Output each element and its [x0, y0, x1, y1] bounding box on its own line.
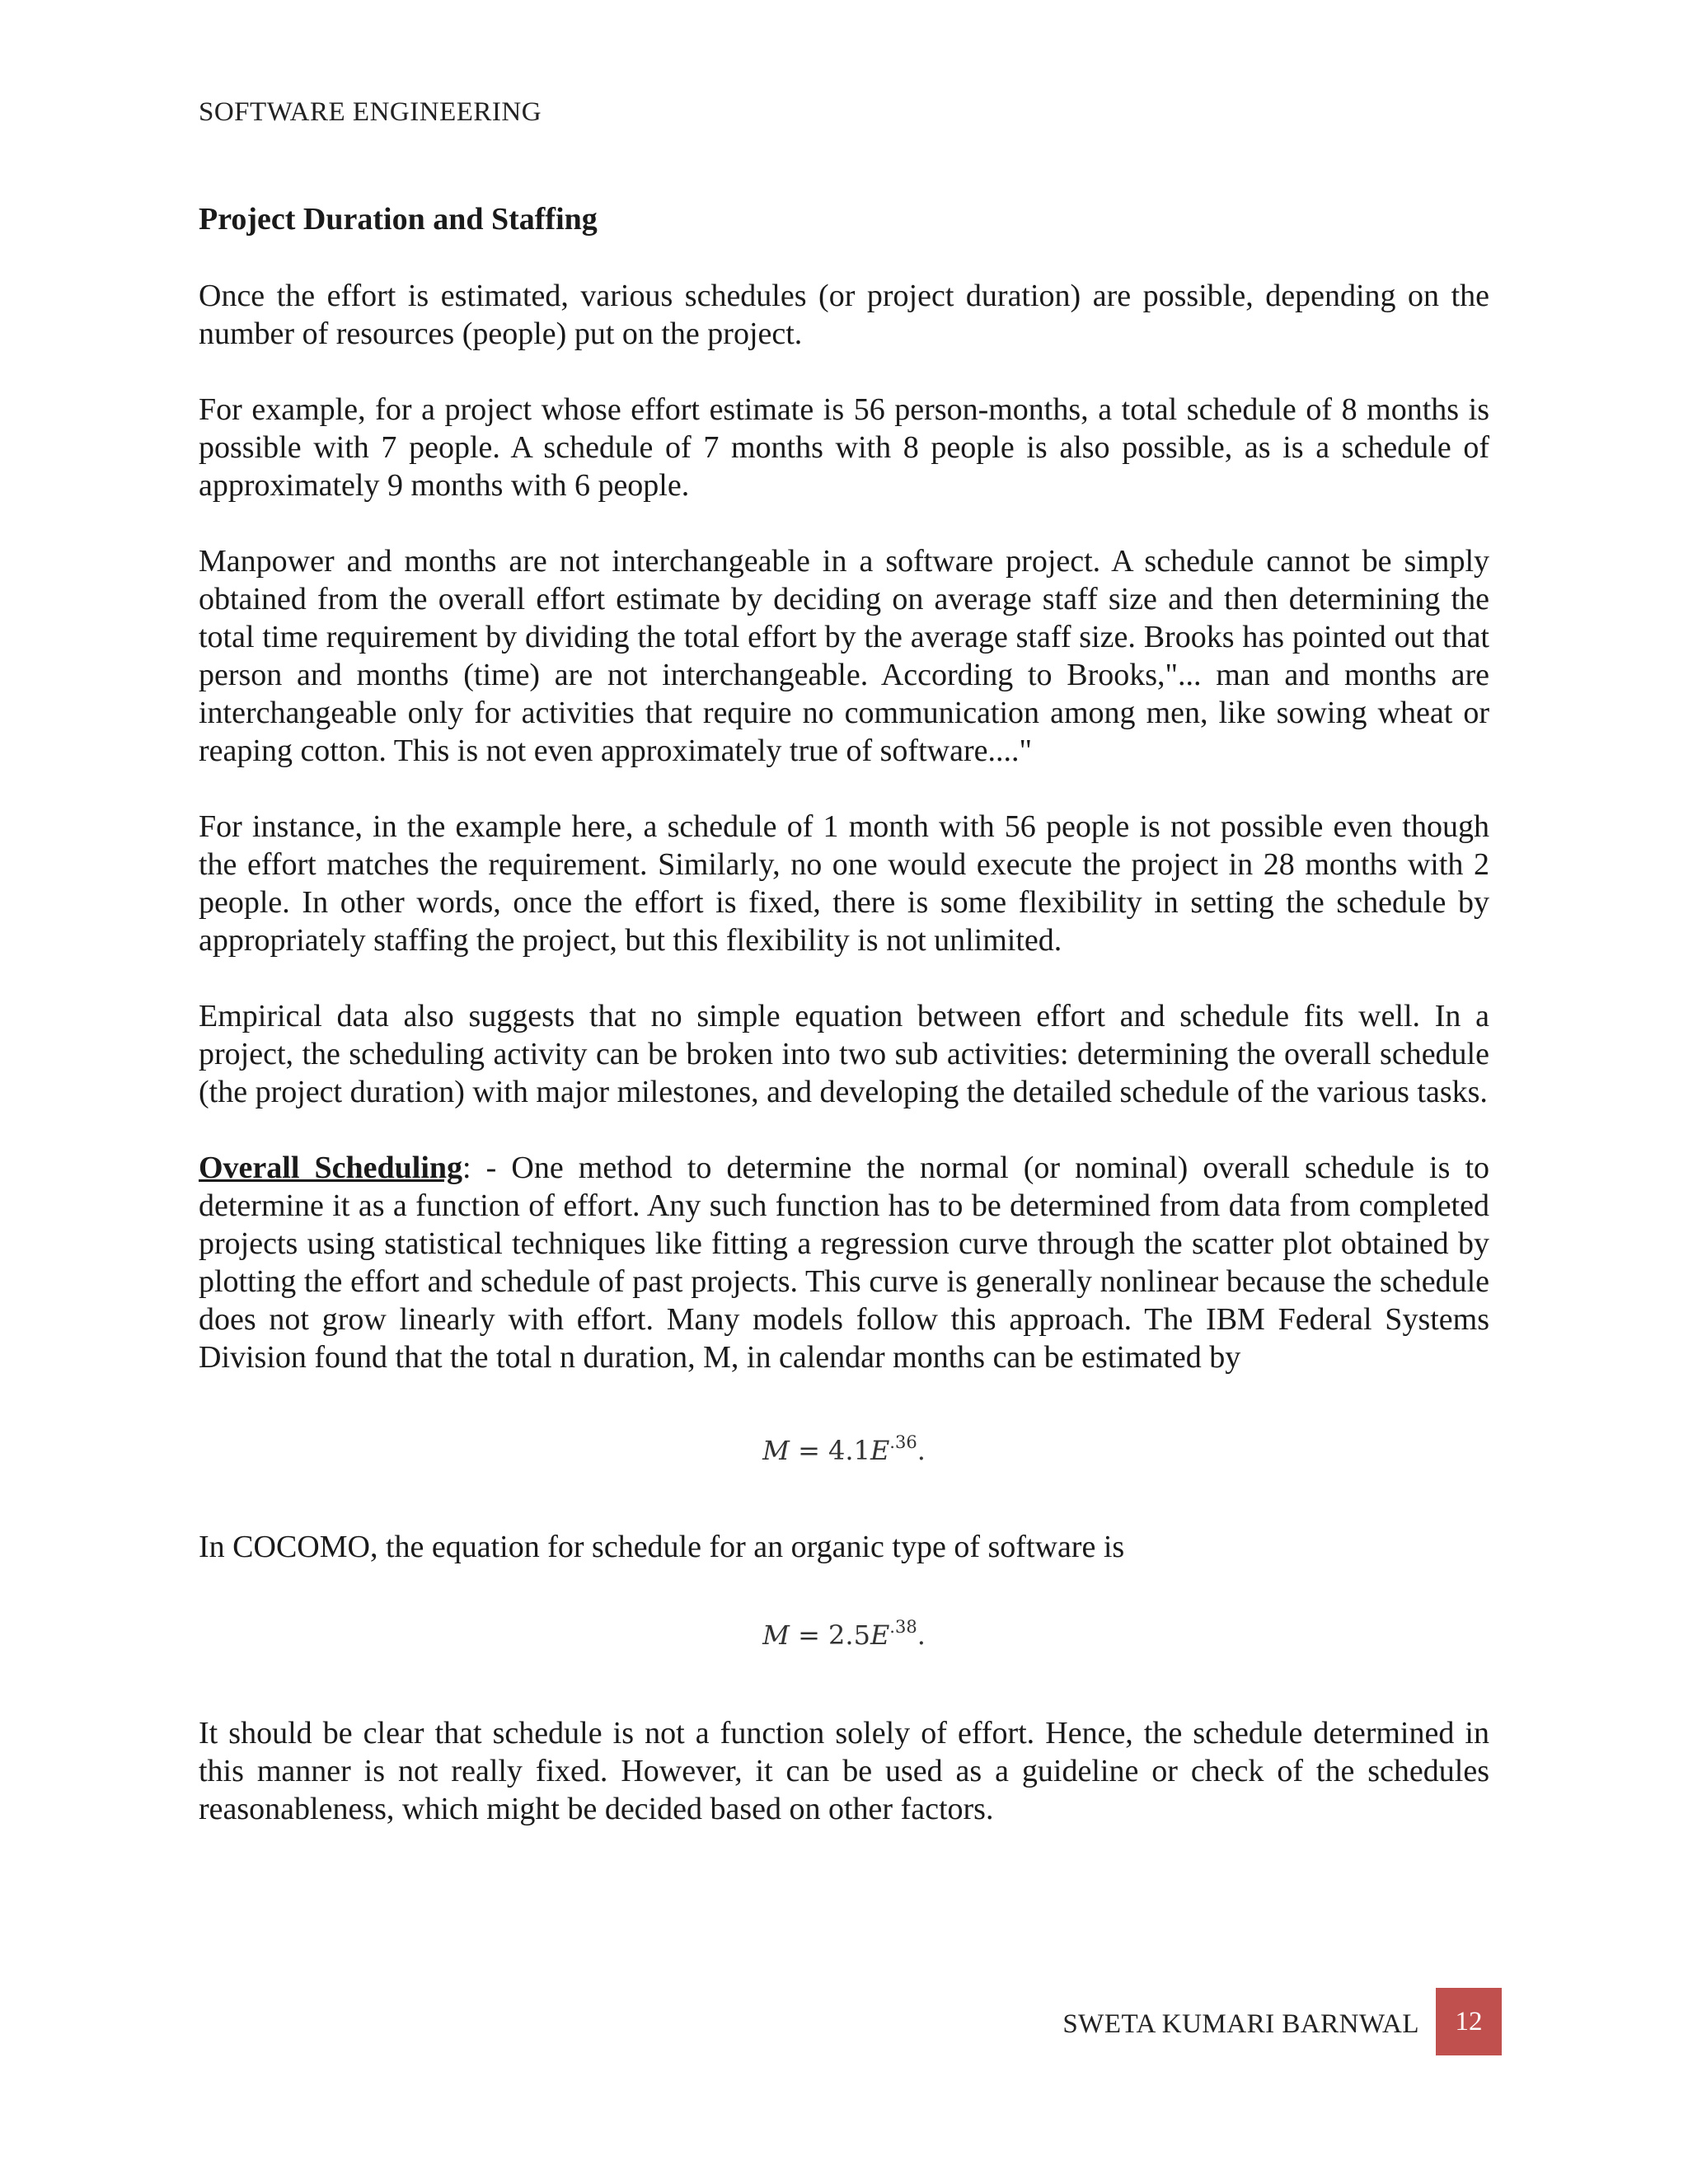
- equation-ibm-end: .: [917, 1435, 926, 1466]
- equation-ibm-lhs: M: [762, 1435, 790, 1466]
- equation-ibm-base: E: [870, 1435, 890, 1466]
- paragraph-manpower: Manpower and months are not interchangeable in a software project. A schedule cannot be simply obtained from the overall effort estimate by deciding on average staff size and then determining the total time requirement by dividing the total effort by the average staff size. Brooks has pointed out that person and months (time) are not interchangeable. According to Brooks,"... man and months are interchangeable only for activities that require no communication among men, like sowing wheat or reaping cotton. This is not even approximately true of software....": [199, 544, 1489, 768]
- page-footer: [1062, 1988, 1502, 2055]
- equation-cocomo-exponent: .38: [889, 1617, 917, 1637]
- paragraph-empirical: Empirical data also suggests that no simple equation between effort and schedule fits well. In a project, the scheduling activity can be broken into two sub activities: determining the overall schedule (the project duration) with major milestones, and developing the detailed schedule of the various tasks.: [199, 999, 1489, 1109]
- page-body: [199, 196, 1489, 1866]
- overall-scheduling-text: : - One method to determine the normal (or nominal) overall schedule is to determine it as a function of effort. Any such function has to be determined from data from completed projects using statistical techniques like fitting a regression curve through the scatter plot obtained by plotting the effort and schedule of past projects. This curve is generally nonlinear because the schedule does not grow linearly with effort. Many models follow this approach. The IBM Federal Systems Division found that the total n duration, M, in calendar months can be estimated by: [199, 1151, 1490, 1375]
- paragraph-instance: For instance, in the example here, a schedule of 1 month with 56 people is not possible even though the effort matches the requirement. Similarly, no one would execute the project in 28 months with 2 people. In other words, once the effort is fixed, there is some flexibility in setting the schedule by appropriately staffing the project, but this flexibility is not unlimited.: [199, 809, 1489, 958]
- equation-ibm-coefficient: = 4.1: [789, 1435, 870, 1466]
- author-name: SWETA KUMARI BARNWAL: [1062, 2008, 1419, 2039]
- paragraph-overall-scheduling: [199, 1149, 1489, 1376]
- equation-cocomo-base: E: [870, 1619, 890, 1651]
- running-header: SOFTWARE ENGINEERING: [199, 97, 542, 127]
- overall-scheduling-term: Overall Scheduling: [199, 1151, 463, 1185]
- paragraph-closing: It should be clear that schedule is not a function solely of effort. Hence, the schedule determined in this manner is not really fixed. However, it can be used as a guideline or check of the schedules reasonableness, which might be decided based on other factors.: [199, 1716, 1489, 1826]
- paragraph-example: For example, for a project whose effort estimate is 56 person-months, a total schedule of 8 months is possible with 7 people. A schedule of 7 months with 8 people is also possible, as is a schedule of approximately 9 months with 6 people.: [199, 392, 1489, 503]
- equation-cocomo-end: .: [917, 1619, 926, 1651]
- paragraph-effort-schedules: Once the effort is estimated, various schedules (or project duration) are possible, depending on the number of resources (people) put on the project.: [199, 279, 1489, 351]
- equation-cocomo-lhs: M: [762, 1619, 790, 1651]
- equation-cocomo-coefficient: = 2.5: [789, 1619, 870, 1651]
- equation-cocomo: [199, 1617, 1489, 1655]
- equation-ibm: [199, 1432, 1489, 1470]
- equation-ibm-exponent: .36: [889, 1432, 917, 1452]
- page-number-badge: 12: [1436, 1988, 1502, 2055]
- paragraph-cocomo-intro: In COCOMO, the equation for schedule for an organic type of software is: [199, 1530, 1125, 1564]
- section-title: Project Duration and Staffing: [199, 202, 598, 237]
